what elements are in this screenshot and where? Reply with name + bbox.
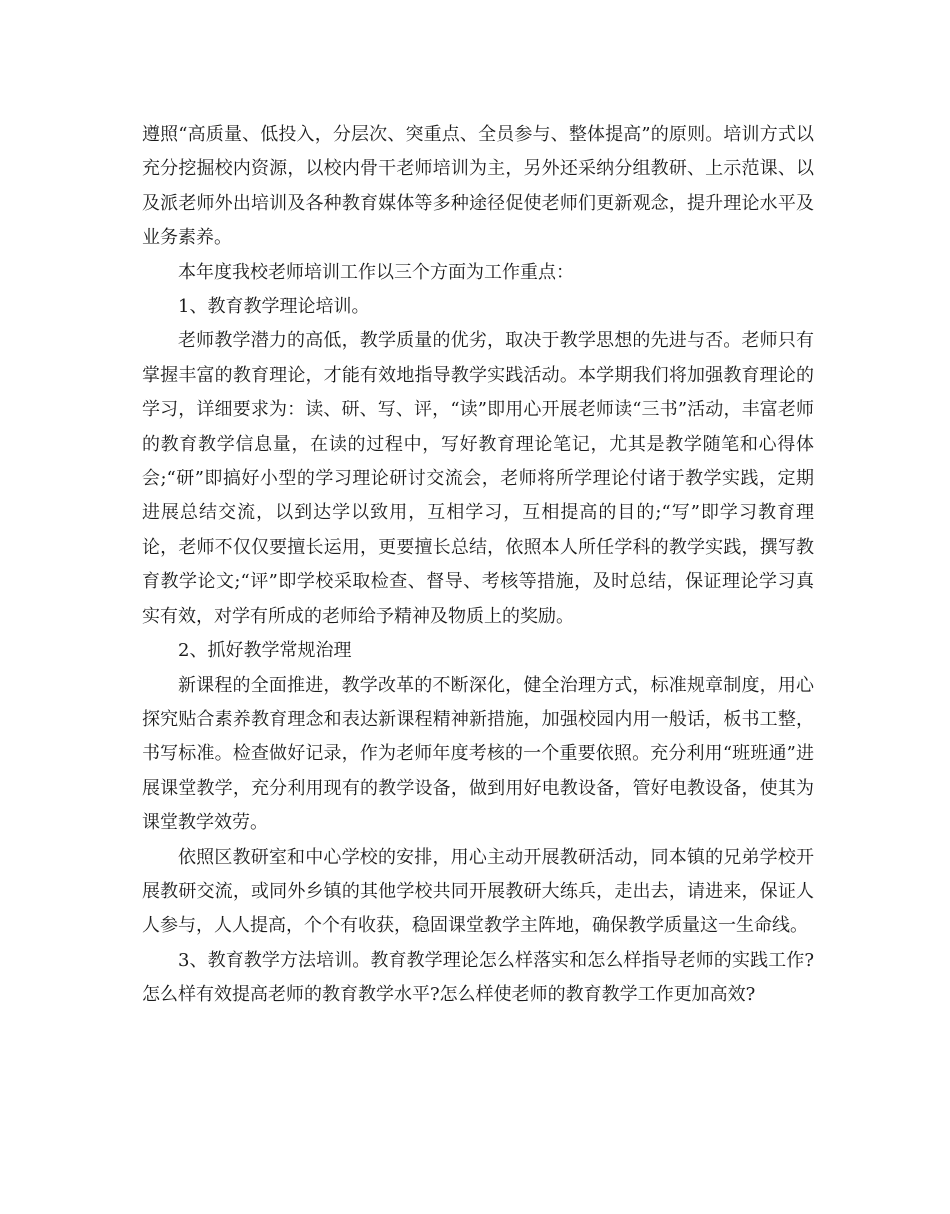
paragraph-training-principle: 遵照“高质量、低投入，分层次、突重点、全员参与、整体提高”的原则。培训方式以充分挖掘校内资源，以校内骨干老师培训为主，另外还采纳分组教研、上示范课、以及派老师外出培训及各种教育媒体等多种途径促使老师们更新观念，提升理论水平及业务素养。: [142, 124, 814, 249]
paragraph-focus-intro: 本年度我校老师培训工作以三个方面为工作重点：: [178, 261, 574, 283]
paragraph-teaching-research: 依照区教研室和中心学校的安排，用心主动开展教研活动，同本镇的兄弟学校开展教研交流，或同外乡镇的其他学校共同开展教研大练兵，走出去，请进来，保证人人参与，人人提高，个个有收获，稳固课堂教学主阵地，确保教学质量这一生命线。: [142, 846, 814, 937]
document-body: [142, 118, 814, 1013]
heading-theory-training: 1、教育教学理论培训。: [178, 296, 370, 318]
paragraph-method-training: 3、教育教学方法培训。教育教学理论怎么样落实和怎么样指导老师的实践工作?怎么样有效提高老师的教育教学水平?怎么样使老师的教育教学工作更加高效?: [142, 949, 814, 1006]
heading-routine-management: 2、抓好教学常规治理: [178, 640, 352, 662]
paragraph-routine-management: 新课程的全面推进，教学改革的不断深化，健全治理方式，标准规章制度，用心探究贴合素养教育理念和表达新课程精神新措施，加强校园内用一般话，板书工整，书写标准。检查做好记录，作为老师年度考核的一个重要依照。充分利用“班班通”进展课堂教学，充分利用现有的教学设备，做到用好电教设备，管好电教设备，使其为课堂教学效劳。: [142, 674, 814, 834]
paragraph-theory-training: 老师教学潜力的高低，教学质量的优劣，取决于教学思想的先进与否。老师只有掌握丰富的教育理论，才能有效地指导教学实践活动。本学期我们将加强教育理论的学习，详细要求为：读、研、写、评，“读”即用心开展老师读“三书”活动，丰富老师的教育教学信息量，在读的过程中，写好教育理论笔记，尤其是教学随笔和心得体会;“研”即搞好小型的学习理论研讨交流会，老师将所学理论付诸于教学实践，定期进展总结交流，以到达学以致用，互相学习，互相提高的目的;“写”即学习教育理论，老师不仅仅要擅长运用，更要擅长总结，依照本人所任学科的教学实践，撰写教育教学论文;“评”即学校采取检查、督导、考核等措施，及时总结，保证理论学习真实有效，对学有所成的老师给予精神及物质上的奖励。: [142, 330, 814, 627]
